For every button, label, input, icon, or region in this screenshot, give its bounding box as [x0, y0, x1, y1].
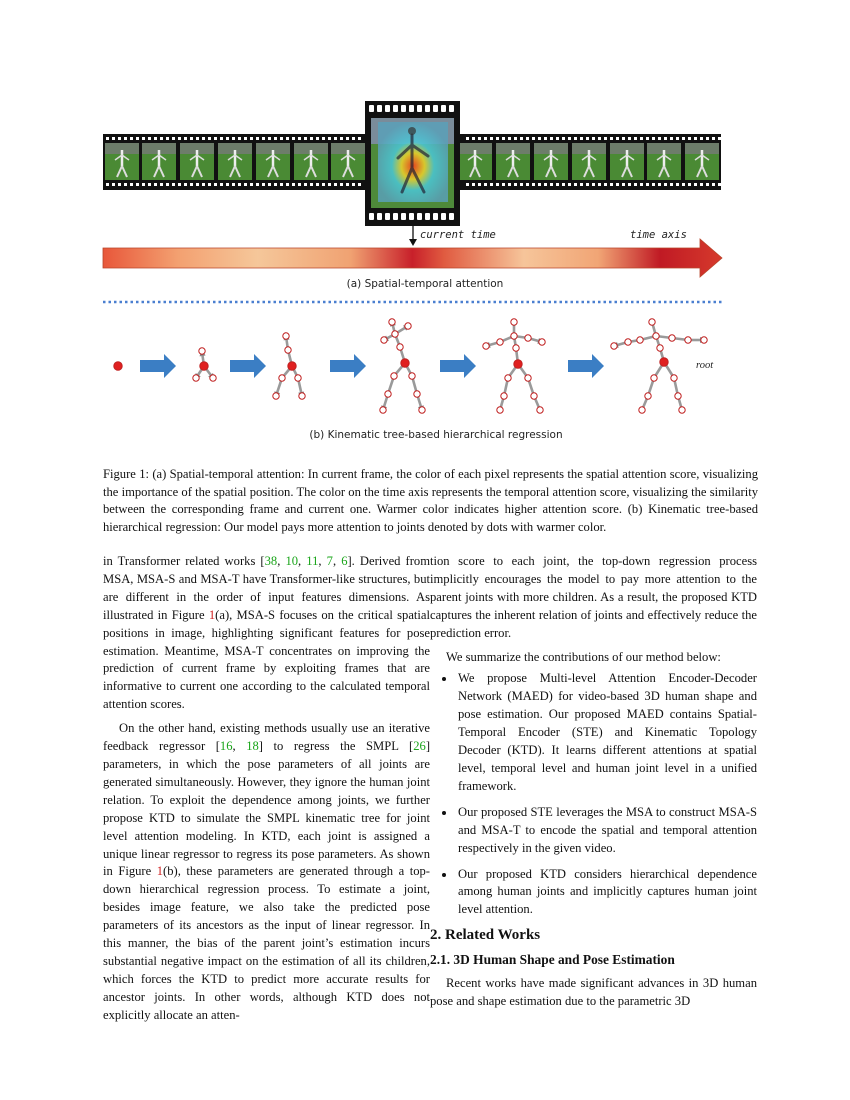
joint-dot	[389, 319, 395, 325]
joint-dot	[660, 358, 668, 366]
paragraph: in Transformer related works [38, 10, 11, 7, 6]. Derived from MSA, MSA-S and MSA-T have Transformer-like structures, but are different in the order of input features dimensions. As illustrated in Figure 1(a), MSA-S focuses on the critical spatial positions in image, highlighting significant features for pose estimation. Meantime, MSA-T concentrates on improving the prediction of current frame by exploiting frames that are informative to current one according to the calculated temporal attention scores.	[103, 554, 431, 712]
joint-dot	[531, 393, 537, 399]
film-frame	[294, 143, 328, 180]
joint-dot	[283, 333, 289, 339]
subsection-heading: 2.1. 3D Human Shape and Pose Estimation	[430, 952, 675, 968]
joint-dot	[514, 360, 522, 368]
film-frame	[496, 143, 530, 180]
current-frame	[365, 101, 460, 226]
joint-dot	[200, 362, 208, 370]
joint-dot	[391, 373, 397, 379]
joint-dot	[653, 333, 659, 339]
citation-link[interactable]: 26	[413, 739, 426, 754]
joint-dot	[625, 339, 631, 345]
film-frame	[458, 143, 492, 180]
citation-link[interactable]: 16	[219, 739, 233, 754]
joint-dot	[611, 343, 617, 349]
joint-dot	[199, 348, 205, 354]
joint-dot	[401, 359, 409, 367]
film-frame	[256, 143, 290, 180]
film-frame	[647, 143, 681, 180]
joint-dot	[671, 375, 677, 381]
joint-dot	[392, 331, 398, 337]
contributions-list	[430, 670, 757, 919]
list-item: • Our proposed STE leverages the MSA to construct MSA-S and MSA-T to encode the spatial and temporal attention respectively in the given video.	[456, 804, 757, 858]
film-frame	[142, 143, 176, 180]
joint-dot	[405, 323, 411, 329]
citation-link[interactable]: 7	[326, 554, 333, 568]
time-axis-label: time axis	[630, 229, 687, 241]
film-frame	[572, 143, 606, 180]
joint-dot	[381, 337, 387, 343]
joint-dot	[414, 391, 420, 397]
joint-dot	[657, 345, 663, 351]
right-column	[430, 553, 757, 1011]
joint-dot	[397, 344, 403, 350]
stage-arrow	[140, 354, 176, 378]
joint-dot	[537, 407, 543, 413]
film-frame	[331, 143, 365, 180]
stage-arrow	[568, 354, 604, 378]
joint-dot	[505, 375, 511, 381]
joint-dot	[483, 343, 489, 349]
joint-dot	[210, 375, 216, 381]
joint-dot	[285, 347, 291, 353]
joint-dot	[295, 375, 301, 381]
joint-dot	[675, 393, 681, 399]
figure-ref-link[interactable]: 1	[208, 607, 216, 622]
stage-arrow	[440, 354, 476, 378]
left-column	[103, 553, 430, 1025]
joint-dot	[511, 319, 517, 325]
joint-dot	[193, 375, 199, 381]
joint-dot	[273, 393, 279, 399]
joint-dot	[685, 337, 691, 343]
section-heading: 2. Related Works	[430, 927, 541, 944]
film-frame	[610, 143, 644, 180]
figure-1	[0, 0, 850, 460]
joint-dot	[380, 407, 386, 413]
joint-dot	[639, 407, 645, 413]
joint-dot	[539, 339, 545, 345]
joint-dot	[645, 393, 651, 399]
joint-dot	[637, 337, 643, 343]
joint-dot	[701, 337, 707, 343]
joint-dot	[409, 373, 415, 379]
joint-dot	[513, 345, 519, 351]
citation-link[interactable]: 6	[341, 554, 348, 568]
film-frame	[105, 143, 139, 180]
joint-dot	[669, 335, 675, 341]
film-frame	[534, 143, 568, 180]
joint-dot	[501, 393, 507, 399]
joint-dot	[497, 339, 503, 345]
stage-arrow	[230, 354, 266, 378]
citation-link[interactable]: 10	[285, 554, 299, 568]
panel-b-caption: (b) Kinematic tree-based hierarchical regression	[309, 429, 563, 441]
joint-dot	[114, 362, 122, 370]
citation-link[interactable]: 11	[306, 554, 319, 568]
root-label: root	[696, 360, 714, 371]
list-item: • Our proposed KTD considers hierarchical dependence among human joints and implicitly captures human joint level attention.	[456, 866, 757, 920]
joint-dot	[649, 319, 655, 325]
citation-link[interactable]: 18	[246, 739, 259, 754]
paragraph: We summarize the contributions of our method below:	[446, 649, 721, 664]
joint-dot	[679, 407, 685, 413]
joint-dot	[385, 391, 391, 397]
joint-dot	[419, 407, 425, 413]
panel-a-caption: (a) Spatial-temporal attention	[346, 278, 504, 290]
joint-dot	[497, 407, 503, 413]
joint-dot	[279, 375, 285, 381]
figure-ref-link[interactable]: 1	[156, 864, 164, 879]
paragraph: tion score to each joint, the top-down regression process implicitly encourages the model to pay more attention to the parent joints with more children. As a result, the proposed KTD captures the inherent relation of joints and effectively reduce the prediction error.	[430, 554, 757, 640]
current-time-label: current time	[420, 229, 496, 241]
joint-dot	[651, 375, 657, 381]
joint-dot	[525, 375, 531, 381]
film-frame	[685, 143, 719, 180]
joint-dot	[299, 393, 305, 399]
joint-dot	[288, 362, 296, 370]
joint-dot	[525, 335, 531, 341]
stage-arrow	[330, 354, 366, 378]
film-frame	[218, 143, 252, 180]
film-frame	[180, 143, 214, 180]
list-item: • We propose Multi-level Attention Encoder-Decoder Network (MAED) for video-based 3D human shape and pose estimation. Our proposed MAED contains Spatial-Temporal Encoder (STE) and Kinematic Topology Decoder (KTD). It learns different attentions at spatial level, temporal level and human joint level in a unified framework.	[456, 670, 757, 795]
figure-caption: Figure 1: (a) Spatial-temporal attention: In current frame, the color of each pixel represents the spatial attention score, visualizing the importance of the spatial position. The color on the time axis represents the temporal attention score, visualizing the similarity between the corresponding frame and current one. Warmer color indicates higher attention score. (b) Kinematic tree-based hierarchical regression: Our model pays more attention to joints denoted by dots with warmer color.	[103, 467, 758, 534]
joint-dot	[511, 333, 517, 339]
citation-link[interactable]: 38	[264, 554, 278, 568]
paragraph: Recent works have made significant advances in 3D human pose and shape estimation due to the parametric 3D	[430, 976, 757, 1008]
paragraph: On the other hand, existing methods usually use an iterative feedback regressor [16, 18] to regress the SMPL [26] parameters, in which the pose parameters of all joints are generated simultaneously. However, they ignore the human joint relation. To exploit the dependence among joints, we further propose KTD to simulate the SMPL kinematic tree for joint level attention modeling. In KTD, each joint is assigned a unique linear regressor to regress its pose parameters. As shown in Figure 1(b), these parameters are generated through a top-down hierarchical regression process. To estimate a joint, besides image feature, we also take the predicted pose parameters of its ancestors as the input of linear regressor. In this manner, the bias of the parent joint’s estimation incurs substantial negative impact on the estimation of all its children, which forces the KTD to predict more accurate results for ancestor joints. In other words, although KTD does not explicitly allocate an atten-	[103, 721, 431, 1022]
kinematic-tree-stages	[114, 318, 708, 414]
